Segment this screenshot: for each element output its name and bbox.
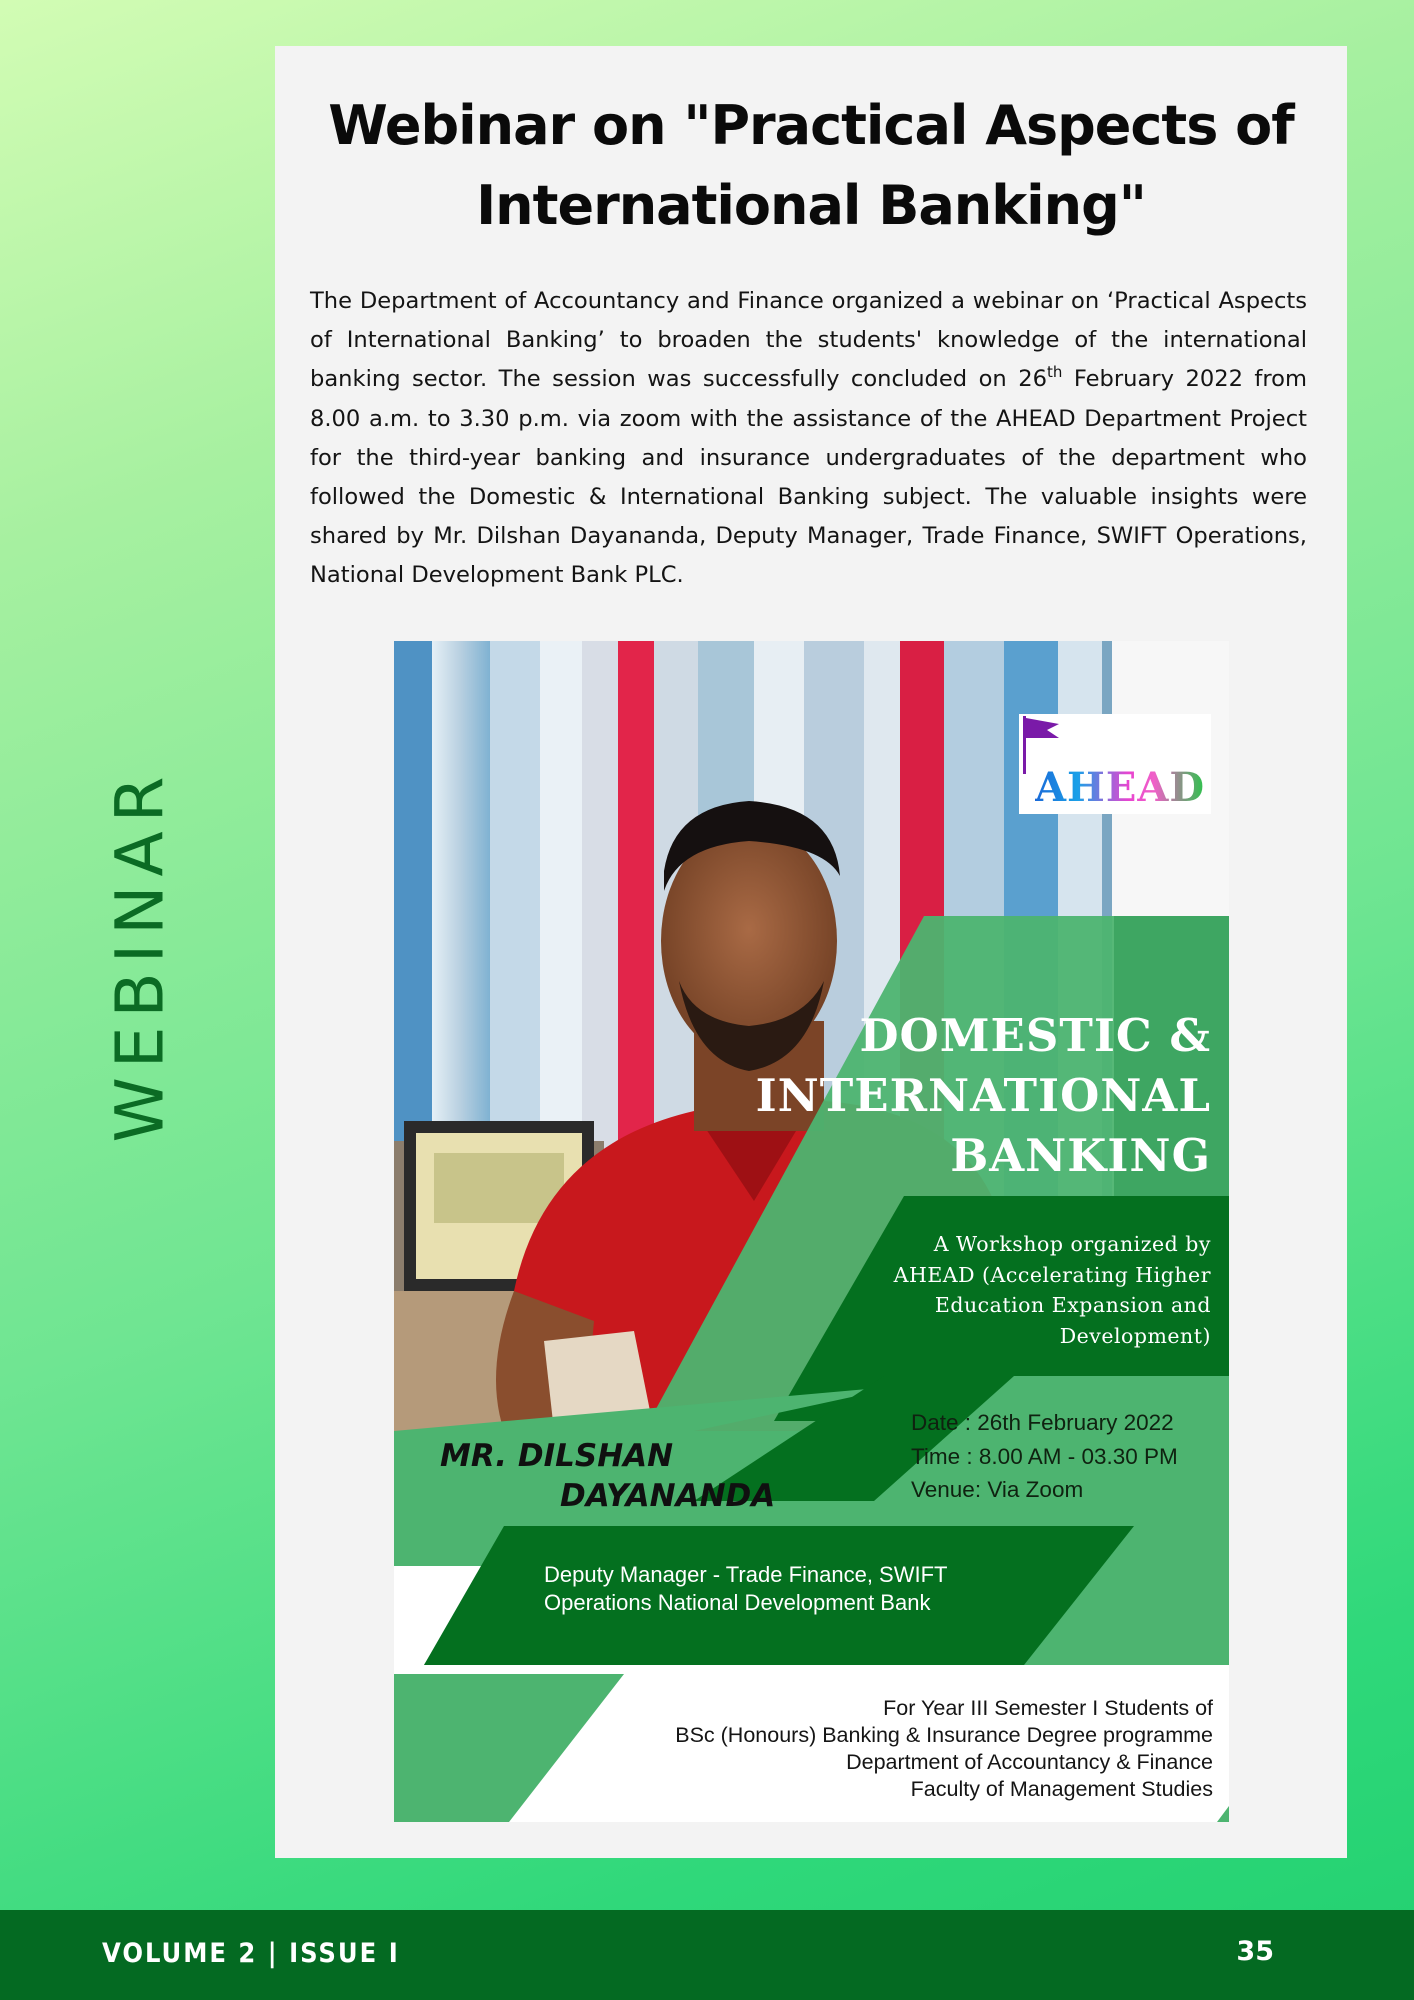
event-time: Time : 8.00 AM - 03.30 PM [911, 1443, 1178, 1469]
speaker-name-line-1: MR. DILSHAN [440, 1438, 674, 1474]
article-body-part-2: February 2022 from 8.00 a.m. to 3.30 p.m. via zoom with the assistance of the AHEAD Department Project for the third-year banking and insurance undergraduates of the department who followed the Domestic & International Banking subject. The valuable insights were shared by Mr. Dilshan Dayananda, Deputy Manager, Trade Finance, SWIFT Operations, National Development Bank PLC. [310, 366, 1308, 589]
audience-line-3: Department of Accountancy & Finance [846, 1750, 1213, 1774]
article-title-line-1: Webinar on "Practical Aspects of [328, 94, 1294, 157]
speaker-name [440, 1436, 775, 1516]
audience-line-4: Faculty of Management Studies [910, 1777, 1213, 1801]
speaker-name-line-2: DAYANANDA [560, 1478, 776, 1514]
ahead-logo [1019, 714, 1211, 814]
poster-title-line-1: DOMESTIC & [859, 1009, 1211, 1062]
designation-line-1: Deputy Manager - Trade Finance, SWIFT [544, 1562, 948, 1587]
article-title-line-2: International Banking" [476, 174, 1146, 237]
article-body [310, 282, 1307, 596]
poster-title-line-3: BANKING [950, 1129, 1211, 1182]
workshop-line-3: Education Expansion and [934, 1293, 1211, 1317]
article-title [275, 86, 1347, 246]
workshop-line-4: Development) [1059, 1323, 1211, 1348]
workshop-line-1: A Workshop organized by [933, 1232, 1211, 1256]
ahead-logo-text: AHEAD [1035, 764, 1206, 811]
side-section-label: WEBINAR [101, 767, 179, 1143]
page-number: 35 [1236, 1936, 1274, 1967]
target-audience [513, 1695, 1213, 1803]
audience-line-1: For Year III Semester I Students of [883, 1696, 1213, 1720]
speaker-designation [544, 1561, 1064, 1616]
article-body-part-1: The Department of Accountancy and Finance organized a webinar on ‘Practical Aspects of International Banking’ to broaden the students' knowledge of the international banking sector. The session was successfully concluded on 26 [310, 288, 1307, 393]
event-date: Date : 26th February 2022 [911, 1410, 1174, 1435]
ordinal-suffix: th [1046, 363, 1063, 382]
workshop-organizer [791, 1229, 1211, 1351]
audience-line-2: BSc (Honours) Banking & Insurance Degree programme [675, 1723, 1213, 1747]
designation-line-2: Operations National Development Bank [544, 1589, 931, 1615]
event-details [911, 1406, 1229, 1507]
volume-issue: VOLUME 2 | ISSUE I [102, 1938, 400, 1969]
workshop-line-2: AHEAD (Accelerating Higher [893, 1262, 1211, 1287]
page-footer [0, 1910, 1414, 2000]
poster-title [611, 1006, 1211, 1186]
webinar-poster [394, 641, 1229, 1822]
event-venue: Venue: Via Zoom [911, 1477, 1084, 1502]
poster-title-line-2: INTERNATIONAL [755, 1069, 1211, 1122]
